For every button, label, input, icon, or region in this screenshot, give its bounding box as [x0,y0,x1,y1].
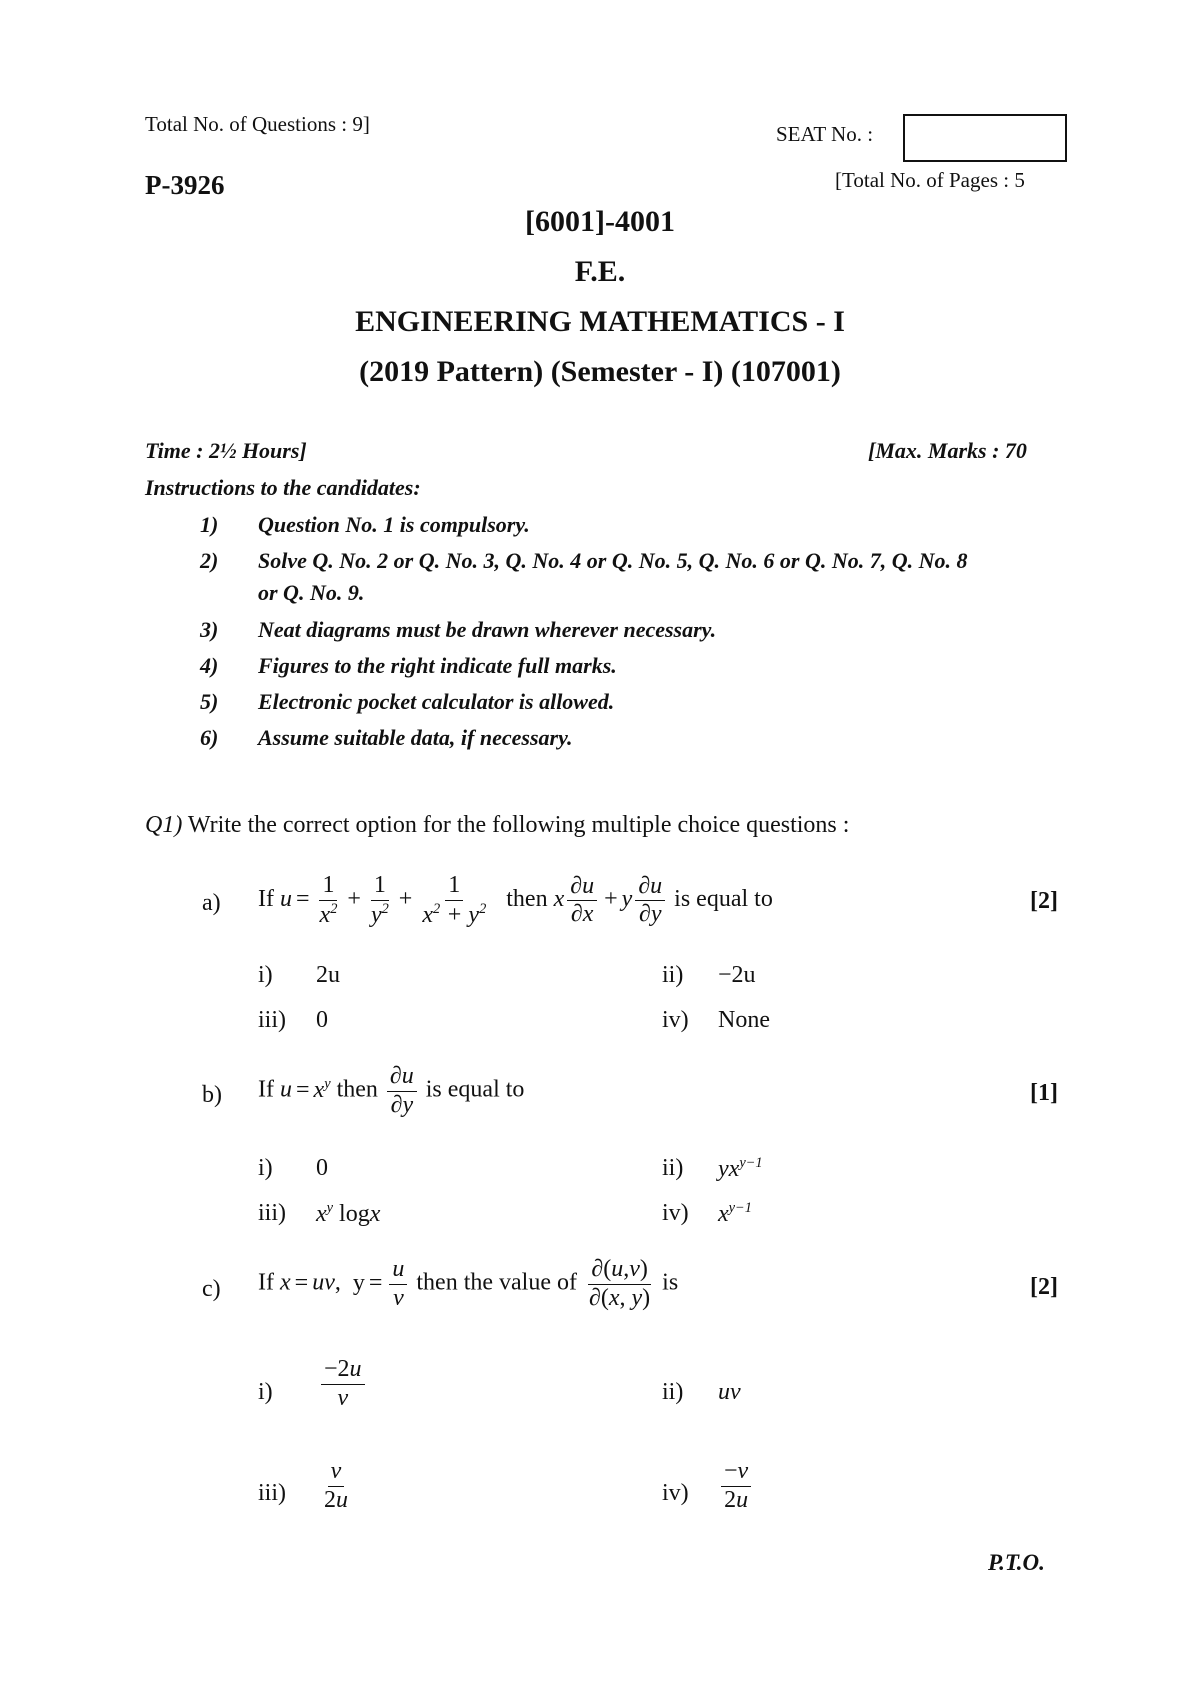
instruction-num: 4) [200,653,219,678]
instructions-heading: Instructions to the candidates: [145,475,421,500]
q1b-question: If $u = x^y$ then $\frac{\partial u}{\partial y}$ is equal to [258,1063,525,1118]
option-num: iii) [258,1480,286,1506]
option-num: iv) [662,1480,689,1506]
instruction-text: Question No. 1 is compulsory. [258,512,530,537]
option-text: 0 [316,1007,328,1033]
option-math: $\frac{-2u}{v}$ [318,1356,368,1412]
q1a-question: If u = $\frac{1}{x^2}$ + $\frac{1}{y^2}$ + $\frac{1}{x^2 + y^2}$ then x $\frac{\partial u}{\partial x}$ + y $\frac{\partial u}{\partial y}$ is equal to [258,872,773,928]
q1a-marks: [2] [1030,888,1058,914]
instruction-num: 3) [200,617,219,642]
instruction-num: 1) [200,512,219,537]
paper-code: P-3926 [145,170,225,200]
q1b-label: b) [202,1082,222,1108]
option-text: yx [718,1156,740,1182]
seat-label: SEAT No. : [776,122,874,146]
q1b-if: If [258,1076,274,1103]
q1b-marks: [1] [1030,1080,1058,1106]
time-label: Time : 2½ Hours] [145,438,307,463]
option-math: $yx^{y-1}$ [718,1155,763,1182]
option-num: ii) [662,962,684,988]
option-num: i) [258,1155,273,1181]
q1c-then: then the value of [416,1269,577,1296]
instruction-num: 5) [200,689,219,714]
pattern: (2019 Pattern) (Semester - I) (107001) [359,355,841,388]
option-num: ii) [662,1155,684,1181]
instruction-text: Neat diagrams must be drawn wherever necessary. [258,617,717,642]
option-text: uv [718,1379,741,1405]
option-num: i) [258,1379,273,1405]
seat-number-box [903,114,1067,162]
option-math: $x^y$ logx [316,1200,381,1227]
instruction-text: Electronic pocket calculator is allowed. [258,689,615,714]
q1b-then: then [336,1076,378,1103]
instruction-num: 2) [200,548,219,573]
course: F.E. [574,255,626,288]
option-num: iii) [258,1007,286,1033]
option-text: x [718,1201,729,1227]
option-text: 0 [316,1155,328,1181]
instruction-text: or Q. No. 9. [258,580,365,605]
option-math: $\frac{-v}{2u}$ [718,1458,754,1514]
instruction-num: 6) [200,725,219,750]
q1b-tail: is equal to [425,1076,525,1103]
max-marks: [Max. Marks : 70 [868,438,1027,463]
q1c-tail: is [662,1269,679,1296]
option-text: −2u [718,962,756,988]
q1-heading [145,812,849,839]
exam-code: [6001]-4001 [525,205,675,238]
q1-label: Q1) [145,812,183,838]
option-num: i) [258,962,273,988]
option-num: iii) [258,1200,286,1226]
option-num: iv) [662,1007,689,1033]
q1a-then: then [506,886,548,913]
q1a-if: If [258,886,274,913]
q1c-marks: [2] [1030,1274,1058,1300]
total-pages: [Total No. of Pages : 5 [835,168,1025,192]
option-num: ii) [662,1379,684,1405]
option-text: x [316,1201,327,1227]
option-math: $x^{y-1}$ [718,1200,752,1227]
q1c-question: If x = uv, y = $\frac{u}{v}$ then the value of $\frac{\partial(u,v)}{\partial(x, y)}$ is [258,1256,679,1311]
pto: P.T.O. [988,1550,1045,1575]
option-num: iv) [662,1200,689,1226]
instruction-text: Assume suitable data, if necessary. [258,725,573,750]
option-text: 2u [316,962,340,988]
option-math: $\frac{v}{2u}$ [324,1458,348,1513]
instruction-text: Solve Q. No. 2 or Q. No. 3, Q. No. 4 or Q. No. 5, Q. No. 6 or Q. No. 7, Q. No. 8 [258,548,968,573]
subject: ENGINEERING MATHEMATICS - I [355,305,845,338]
q1c-if: If [258,1269,274,1296]
q1-text: Write the correct option for the following multiple choice questions : [187,812,850,838]
total-questions: Total No. of Questions : 9] [145,112,370,136]
option-text: None [718,1007,770,1033]
instruction-text: Figures to the right indicate full marks. [258,653,617,678]
q1a-tail: is equal to [674,886,773,913]
q1c-label: c) [202,1276,221,1302]
q1a-label: a) [202,890,221,916]
